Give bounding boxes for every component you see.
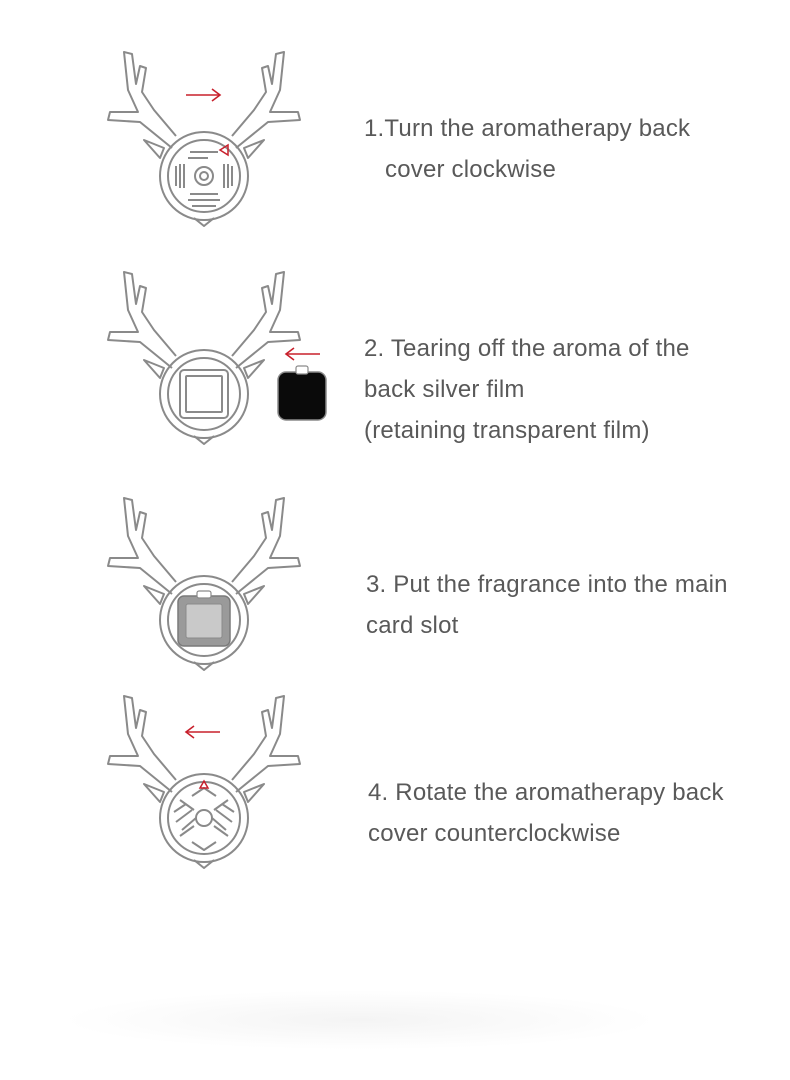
fragrance-card-icon: [278, 366, 326, 420]
left-arrow-icon: [186, 726, 220, 738]
step-line: Tearing off the aroma of the: [390, 335, 690, 362]
step-line: cover clockwise: [385, 156, 557, 183]
step-4-text: [368, 772, 724, 854]
step-2-illustration: [100, 260, 340, 450]
step-number: 1.: [364, 115, 385, 142]
deer-head-diffuser-icon: [100, 486, 310, 676]
step-1-text: [364, 108, 690, 190]
step-3-illustration: [100, 486, 310, 676]
step-2-text: [364, 328, 690, 451]
step-1-illustration: [100, 40, 310, 230]
step-number: 2.: [364, 335, 385, 362]
step-line: Turn the aromatherapy back: [384, 115, 691, 142]
step-line: card slot: [366, 612, 459, 639]
fragrance-card-icon: [178, 591, 230, 646]
step-4-illustration: [100, 684, 310, 874]
step-line: Rotate the aromatherapy back: [395, 779, 724, 806]
step-number: 3.: [366, 571, 387, 598]
step-number: 4.: [368, 779, 389, 806]
right-arrow-icon: [186, 89, 220, 101]
step-line: back silver film: [364, 376, 525, 403]
left-arrow-icon: [286, 348, 320, 360]
step-3-text: [366, 564, 728, 646]
step-line: Put the fragrance into the main: [393, 571, 728, 598]
background-fade: [60, 990, 660, 1050]
deer-head-diffuser-icon: [100, 684, 310, 874]
deer-head-diffuser-icon: [100, 40, 310, 230]
step-line: (retaining transparent film): [364, 417, 650, 444]
step-line: cover counterclockwise: [368, 820, 621, 847]
deer-head-diffuser-icon: [100, 260, 340, 450]
